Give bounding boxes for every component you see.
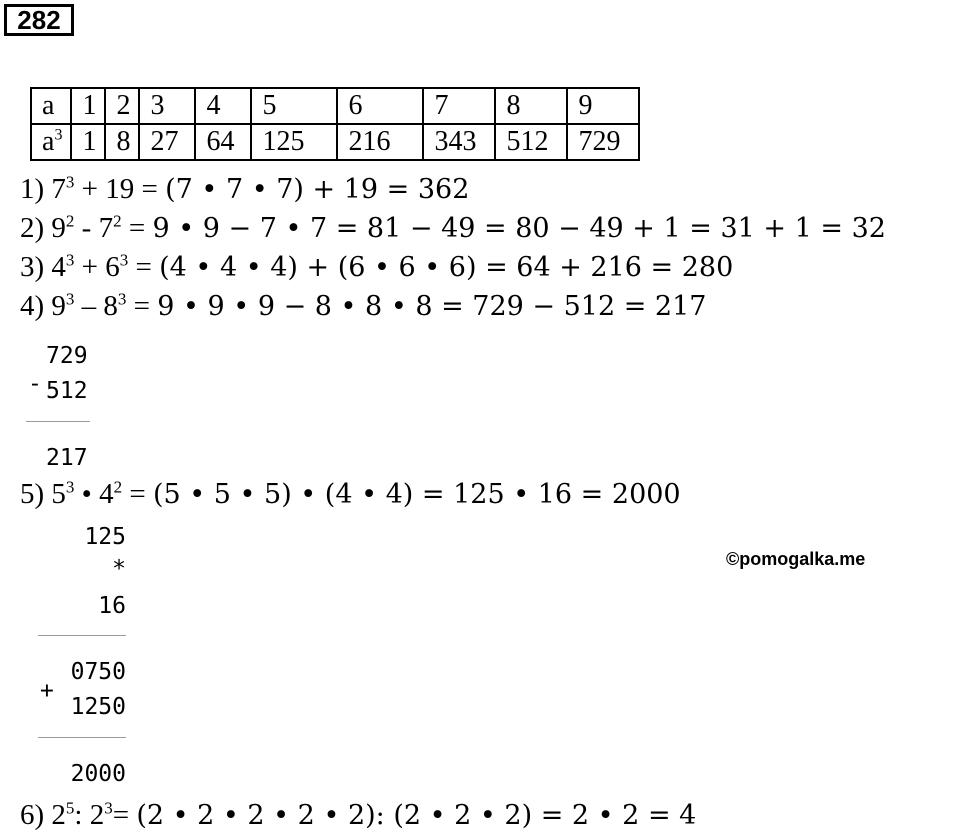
table-cell: 729 [567, 124, 639, 160]
task-number-box: 282 [4, 4, 74, 36]
table-cell: 7 [423, 88, 495, 124]
solution-line-2: 2) $9^2 - 7^2 = 9$ • 9 − 7 • 7 = 81 − 49 = 80 − 49 + 1 = 31 + 1 = 32 [20, 211, 886, 244]
subtraction-sign: - [28, 371, 42, 397]
subtraction-minuend: 729 [46, 343, 88, 369]
multiplication-rule-1 [38, 635, 126, 636]
table-cell: 1 [71, 88, 105, 124]
solution-line-3: 3) $4^3 + 6^3 = (4$ • 4 • 4) + (6 • 6 • 6) = 64 + 216 = 280 [20, 250, 734, 283]
table-cell: 512 [495, 124, 567, 160]
cubes-table [30, 87, 640, 161]
table-cell: 64 [195, 124, 251, 160]
subtraction-result: 217 [46, 445, 88, 471]
solution-line-4: 4) $9^3 - 8^3 = 9$ • 9 • 9 − 8 • 8 • 8 = 729 − 512 = 217 [20, 289, 707, 322]
table-cell: 5 [251, 88, 337, 124]
table-cell: 216 [337, 124, 423, 160]
subtraction-subtrahend: 512 [46, 378, 88, 404]
table-cell: 3 [139, 88, 195, 124]
multiplication-result: 2000 [70, 761, 126, 787]
table-cell: 2 [105, 88, 139, 124]
partial-product-2: 1250 [70, 694, 126, 720]
table-cell: 4 [195, 88, 251, 124]
multiplication-bottom: 16 [98, 593, 126, 619]
table-cell: 1 [71, 124, 105, 160]
table-cell: 9 [567, 88, 639, 124]
table-cell: 343 [423, 124, 495, 160]
watermark: ©pomogalka.me [726, 549, 866, 569]
subtraction-rule [26, 421, 90, 422]
table-cell: 125 [251, 124, 337, 160]
table-cell: 6 [337, 88, 423, 124]
table-cell: 8 [105, 124, 139, 160]
table-header-a: a [31, 88, 71, 124]
multiplication-sign: * [112, 556, 126, 582]
solution-line-1: 1) $7^3 + 19 = (7$ • 7 • 7) + 19 = 362 [20, 172, 470, 205]
table-row-a-cubed [31, 124, 639, 160]
solution-line-5: 5) $5^3$ • $4^2 = (5$ • 5 • 5) • (4 • 4) = 125 • 16 = 2000 [20, 477, 681, 510]
multiplication-top: 125 [84, 524, 126, 550]
table-cell: 8 [495, 88, 567, 124]
solution-line-6: 6) $2^5$: $2^3= (2$ • 2 • 2 • 2 • 2): (2 • 2 • 2) = 2 • 2 = 4 [20, 798, 697, 831]
multiplication-rule-2 [38, 737, 126, 738]
table-header-a-cubed: $a^3$ [31, 124, 71, 160]
addition-sign: + [40, 678, 54, 704]
partial-product-1: 0750 [70, 659, 126, 685]
table-cell: 27 [139, 124, 195, 160]
table-row-a [31, 88, 639, 124]
